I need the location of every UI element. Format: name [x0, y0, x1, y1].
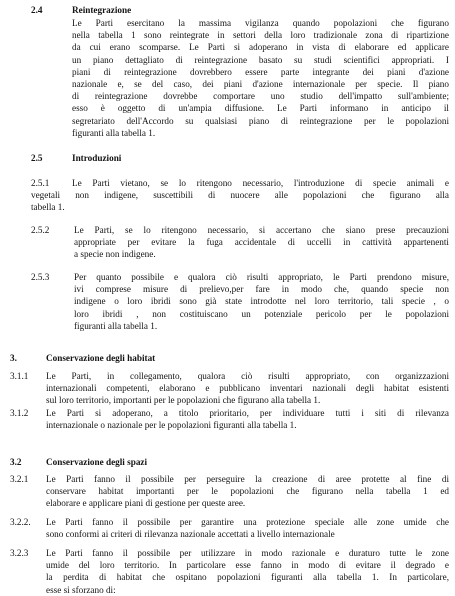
- paragraph-text: [74, 224, 449, 261]
- text-line: Le Parti fanno il possibile per garantire una protezione speciale alle zone umide che: [46, 517, 449, 527]
- text-line: da cui erano scomparse. Le Parti si adoperano in vista di elaborare ed applicare: [72, 42, 449, 53]
- text-line: umide del loro territorio. In particolare esse fanno in modo di evitare il degrado e: [46, 560, 449, 571]
- paragraph-text: [46, 473, 449, 510]
- paragraph-text: [46, 547, 449, 596]
- paragraph-number: 2.5.2: [31, 225, 50, 235]
- paragraph-text: [46, 516, 449, 540]
- text-line: Le Parti esercitano la massima vigilanza quando popolazioni che figurano: [72, 18, 449, 28]
- text-line: nella tabella 1 sono reintegrate in settori della loro tradizionale zona di ripartizione: [72, 30, 449, 41]
- text-line: indigene o loro ibridi sono già state introdotte nel loro territorio, tali specie , o: [74, 296, 449, 307]
- paragraph-number: 2.5.1: [31, 178, 50, 188]
- text-line: la perdita di habitat che ospitano popolazioni figuranti alla tabella 1. In particolare,: [46, 572, 449, 583]
- text-line: Le Parti, se lo ritengono necessario, si accertano che siano prese precauzioni: [74, 225, 449, 235]
- paragraph-text: [72, 177, 449, 189]
- section-title: Introduzioni: [72, 153, 122, 163]
- text-line: Le Parti si adoperano, a titolo prioritario, per individuare tutti i siti di rilevanza: [46, 408, 449, 418]
- text-line: sono conformi ai criteri di rilevanza nazionale accettati a livello internazionale: [46, 529, 335, 540]
- text-line: Le Parti, in collegamento, qualora ciò risulti appropriato, con organizzazioni: [46, 371, 449, 381]
- text-line: piani di reintegrazione dovrebbero essere parte integrante dei piani d'azione: [72, 66, 449, 77]
- section-title: Conservazione degli spazi: [46, 457, 148, 467]
- text-line: conservare habitat importanti per le popolazioni che figurano nella tabella 1 ed: [46, 486, 449, 497]
- text-line: elaborare e applicare piani di gestione per queste aree.: [46, 498, 246, 509]
- text-line: Per quanto possibile e qualora ciò risulti appropriato, le Parti prendono misure,: [74, 272, 449, 282]
- text-line: nazionale e, se del caso, dei piani d'azione internazionale per specie. Il piano: [72, 78, 449, 89]
- paragraph: [72, 17, 449, 139]
- section-number: 2.4: [31, 5, 43, 15]
- text-line: internazionali competenti, elaborano e pubblicano inventari nazionali degli habitat esistenti: [46, 383, 449, 394]
- text-line: vegetali non indigene, suscettibili di nuocere alle popolazioni che figurano alla: [31, 190, 449, 200]
- text-line: di reintegrazione dovrebbe comportare uno studio dell'impatto sull'ambiente;: [72, 91, 449, 102]
- section-number: 3.: [10, 353, 17, 363]
- text-line: Le Parti fanno il possibile per utilizzare in modo razionale e duraturo tutte le zone: [46, 548, 449, 558]
- text-line: un piano dettagliato di reintegrazione basato su studi scientifici appropriati. I: [72, 54, 449, 65]
- text-line: a specie non indigene.: [74, 249, 156, 260]
- text-line: sul loro territorio, importanti per le popolazioni che figurano alla tabella 1.: [46, 395, 321, 406]
- text-line: loro ibridi , non costituiscano un potenziale pericolo per le popolazioni: [74, 308, 449, 319]
- paragraph-number: 3.2.3: [10, 548, 29, 558]
- section-title: Reintegrazione: [72, 5, 132, 15]
- text-line: internazionale o nazionale per le popolazioni figuranti alla tabella 1.: [46, 420, 297, 431]
- section-title: Conservazione degli habitat: [46, 353, 156, 363]
- paragraph-text: [31, 189, 449, 213]
- text-line: Le Parti fanno il possibile per perseguire la creazione di aree protette al fine di: [46, 474, 449, 484]
- paragraph-text: [46, 407, 449, 431]
- section-number: 2.5: [31, 153, 43, 163]
- paragraph-number: 3.2.2.: [10, 517, 31, 527]
- paragraph-number: 3.2.1: [10, 474, 29, 484]
- paragraph-number: 3.1.1: [10, 371, 29, 381]
- text-line: esse si sforzano di:: [46, 584, 116, 595]
- paragraph-number: 3.1.2: [10, 408, 29, 418]
- paragraph-number: 2.5.3: [31, 272, 50, 282]
- text-line: segretariato dell'Accordo su qualsiasi piano di reintegrazione per le popolazioni: [72, 115, 449, 126]
- text-line: tabella 1.: [31, 202, 65, 213]
- text-line: figuranti alla tabella 1.: [74, 320, 158, 331]
- paragraph-text: [46, 370, 449, 407]
- paragraph-text: [74, 271, 449, 332]
- text-line: Le Parti vietano, se lo ritengono necessario, l'introduzione di specie animali e: [72, 178, 449, 188]
- text-line: figuranti alla tabella 1.: [72, 127, 156, 138]
- text-line: esso è oggetto di un'ampia diffusione. Le Parti informano in anticipo il: [72, 103, 449, 114]
- text-line: ivi comprese misure di prelievo,per fare in modo che, quando specie non: [74, 284, 449, 295]
- text-line: appropriate per evitare la fuga accidentale di uccelli in cattività appartenenti: [74, 237, 449, 248]
- section-number: 3.2: [10, 457, 22, 467]
